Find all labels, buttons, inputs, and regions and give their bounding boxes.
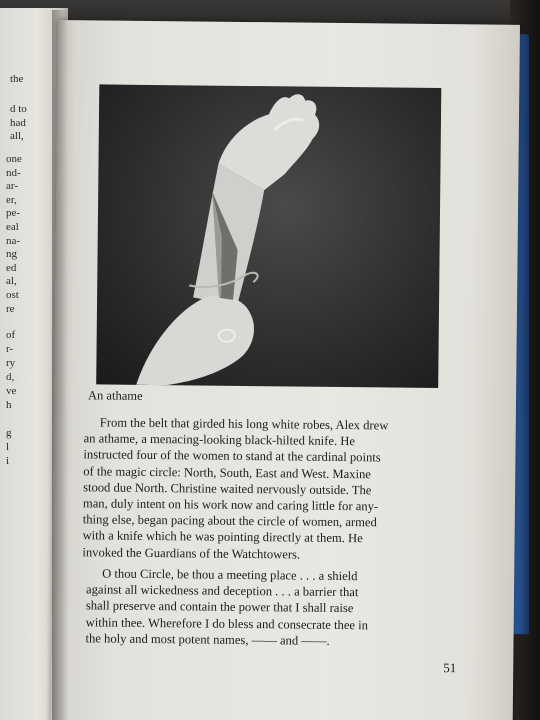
text-line: man, duly intent on his work now and caring little for any- bbox=[82, 496, 379, 514]
left-fragment: had bbox=[10, 117, 26, 129]
quote-line: within thee. Wherefore I do bless and consecrate thee in bbox=[85, 614, 369, 632]
left-fragment: ve bbox=[6, 385, 17, 397]
left-fragment: one bbox=[6, 153, 22, 165]
left-fragment: ng bbox=[6, 248, 17, 260]
text-line: thing else, began pacing about the circle of women, armed bbox=[82, 512, 377, 530]
text-line: instructed four of the women to stand at the cardinal points bbox=[83, 447, 381, 465]
left-fragment: of bbox=[6, 329, 16, 341]
left-fragment: r- bbox=[6, 343, 14, 355]
left-fragment: ost bbox=[6, 289, 19, 301]
left-fragment: na- bbox=[6, 235, 21, 247]
quote-line: against all wickedness and deception . . . a barrier that bbox=[85, 582, 359, 600]
page-number: 51 bbox=[443, 660, 457, 676]
gutter-shadow bbox=[52, 10, 68, 720]
quote-line: O thou Circle, be thou a meeting place . . . a shield bbox=[102, 566, 358, 584]
left-fragment: pe- bbox=[6, 207, 21, 219]
left-fragment: ar- bbox=[6, 180, 18, 192]
left-fragment: ed bbox=[6, 262, 17, 274]
left-fragment: l bbox=[6, 441, 10, 453]
text-line: stood due North. Christine waited nervously outside. The bbox=[83, 480, 372, 498]
text-line: From the belt that girded his long white robes, Alex drew bbox=[99, 415, 389, 433]
figure-caption: An athame bbox=[87, 388, 143, 403]
left-fragment: h bbox=[6, 399, 12, 411]
arm-and-knife-illustration bbox=[96, 84, 441, 388]
left-fragment: all, bbox=[10, 130, 24, 142]
left-fragment: re bbox=[6, 303, 15, 315]
left-fragment: nd- bbox=[6, 167, 21, 179]
left-fragment: the bbox=[10, 73, 24, 85]
text-line: invoked the Guardians of the Watchtowers. bbox=[82, 544, 301, 562]
narrative-paragraph bbox=[82, 414, 460, 564]
invocation-quote bbox=[85, 565, 466, 650]
left-fragment: g bbox=[6, 427, 12, 439]
text-line: of the magic circle: North, South, East and West. Maxine bbox=[83, 463, 371, 481]
text-line: with a knife which he was pointing directly at them. He bbox=[82, 528, 363, 546]
left-fragment: i bbox=[6, 455, 10, 467]
left-fragment: eal bbox=[6, 221, 19, 233]
right-page bbox=[51, 20, 520, 720]
left-fragment: d, bbox=[6, 371, 15, 383]
quote-line: shall preserve and contain the power that I shall raise bbox=[85, 598, 354, 616]
left-fragment: er, bbox=[6, 194, 17, 206]
left-fragment: d to bbox=[10, 103, 27, 115]
left-fragment: ry bbox=[6, 357, 16, 369]
left-fragment: al, bbox=[6, 275, 17, 287]
text-line: an athame, a menacing-looking black-hilted knife. He bbox=[83, 431, 356, 449]
quote-line: the holy and most potent names, —— and ——. bbox=[85, 631, 330, 648]
athame-photo bbox=[96, 84, 441, 388]
